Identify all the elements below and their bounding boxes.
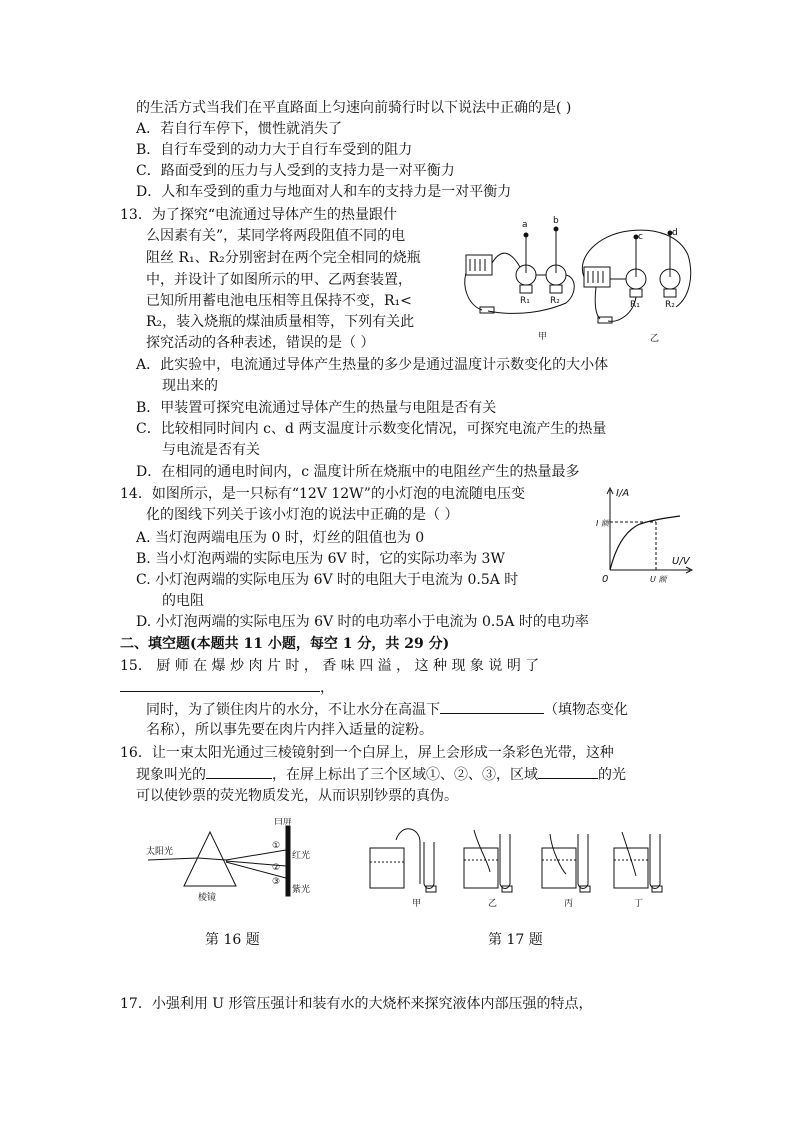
q16-line2: [136, 764, 626, 785]
label-r2: R₂: [550, 296, 560, 306]
q17-line1: 17．小强利用 U 形管压强计和装有水的大烧杯来探究液体内部压强的特点，: [120, 996, 593, 1012]
q15-line3: [146, 699, 628, 720]
origin-label: 0: [602, 574, 609, 585]
fig17-caption: 第 17 题: [488, 932, 543, 948]
q13-stem-line: 阻丝 R₁、R₂分别密封在两个完全相同的烧瓶: [146, 250, 421, 266]
q14-stem-line: 14．如图所示，是一只标有“12V 12W”的小灯泡的电流随电压变: [120, 486, 525, 502]
q13-option-b: B．甲装置可探究电流通过导体产生的热量与电阻是否有关: [136, 400, 497, 416]
i-rated-label: I 额: [596, 519, 609, 528]
q13-option-c: C．比较相同时间内 c、d 两支温度计示数变化情况，可探究电流产生的热量: [136, 421, 607, 437]
white-screen-label: 白屏: [274, 818, 293, 827]
label-yi: 乙: [488, 899, 498, 909]
label-r2: R₂: [665, 300, 675, 310]
q13-stem-line: R₂，装入烧瓶的煤油质量相等，下列有关此: [146, 314, 415, 330]
zone-2-label: ②: [272, 863, 281, 873]
q16-line2-b: ，在屏上标出了三个区域①、②、③，区域: [272, 767, 538, 783]
q13-circuit-figure: [458, 215, 694, 345]
q12-option-d: D．人和车受到的重力与地面对人和车的支持力是一对平衡力: [136, 184, 512, 200]
q13-stem-line: 么因素有关”，某同学将两段阻值不同的电: [146, 228, 406, 244]
q15-line: 15． 厨 师 在 爆 炒 肉 片 时 ， 香 味 四 溢 ， 这 种 现 象 说 明 了: [120, 658, 540, 674]
fig16-caption: 第 16 题: [205, 932, 260, 948]
q16-line1: 16．让一束太阳光通过三棱镜射到一个白屏上，屏上会形成一条彩色光带，这种: [120, 745, 614, 761]
q16-line3: 可以使钞票的荧光物质发光，从而识别钞票的真伪。: [136, 788, 458, 804]
q13-option-c-cont: 与电流是否有关: [162, 442, 260, 458]
q16-line2-a: 现象叫光的: [136, 767, 206, 783]
section-2-heading: 二、填空题(本题共 11 小题，每空 1 分，共 29 分): [120, 636, 450, 652]
y-axis-label: I/A: [616, 488, 630, 499]
q13-stem-line: 探究活动的各种表述，错误的是（ ）: [146, 335, 375, 351]
q15-line4: 名称），所以事先要在肉片内拌入适量的淀粉。: [146, 722, 433, 738]
q12-option-b: B．自行车受到的动力大于自行车受到的阻力: [136, 142, 413, 158]
q13-stem-line: 中，并设计了如图所示的甲、乙两套装置，: [146, 272, 412, 288]
q15-line3-b: （填物态变化: [544, 702, 628, 718]
q14-option-d: D. 小灯泡两端的实际电压为 6V 时的电功率小于电流为 0.5A 时的电功率: [136, 614, 589, 630]
q14-stem-line: 化的图线下列关于该小灯泡的说法中正确的是（ ）: [146, 507, 459, 523]
q13-option-d: D．在相同的通电时间内，c 温度计所在烧瓶中的电阻丝产生的热量最多: [136, 464, 580, 480]
label-jia: 甲: [538, 332, 548, 342]
violet-light-label: 紫光: [292, 885, 311, 895]
sunlight-label: 太阳光: [146, 847, 174, 857]
q15-blank-2[interactable]: [440, 699, 544, 714]
label-jia: 甲: [412, 899, 422, 909]
prism-label: 棱镜: [198, 893, 217, 903]
fig17-pressure-diagram: [366, 812, 666, 912]
label-b: b: [553, 216, 559, 226]
label-a: a: [522, 220, 528, 230]
q16-line2-c: 的光: [598, 767, 626, 783]
q14-option-c: C. 小灯泡两端的实际电压为 6V 时的电阻大于电流为 0.5A 时: [136, 572, 519, 588]
u-rated-label: U 额: [650, 575, 667, 584]
q14-iu-graph: [596, 484, 696, 588]
q14-option-a: A. 当灯泡两端电压为 0 时，灯丝的阻值也为 0: [136, 530, 425, 546]
q15-line2: [120, 677, 334, 698]
label-r1: R₁: [630, 300, 640, 310]
q13-stem-line: 13．为了探究“电流通过导体产生的热量跟什: [120, 207, 397, 223]
zone-3-label: ③: [272, 877, 281, 887]
q15-line2-tail: ，: [320, 680, 334, 696]
q12-stem-tail: 的生活方式当我们在平直路面上匀速向前骑行时以下说法中正确的是( ): [136, 100, 572, 116]
q14-option-c-cont: 的电阻: [162, 593, 204, 609]
label-d: d: [672, 228, 678, 238]
fig16-prism-diagram: [146, 818, 326, 908]
q16-blank-1[interactable]: [206, 764, 272, 779]
red-light-label: 红光: [292, 851, 311, 861]
x-axis-label: U/V: [672, 556, 690, 567]
q15-blank-1[interactable]: [120, 677, 320, 692]
label-ding: 丁: [634, 899, 644, 909]
q13-option-a: A．此实验中，电流通过导体产生热量的多少是通过温度计示数变化的大小体: [136, 357, 609, 373]
label-c: c: [638, 232, 643, 242]
q12-option-a: A．若自行车停下，惯性就消失了: [136, 121, 343, 137]
q13-option-a-cont: 现出来的: [162, 378, 218, 394]
q14-option-b: B. 当小灯泡两端的实际电压为 6V 时，它的实际功率为 3W: [136, 551, 505, 567]
q16-blank-2[interactable]: [538, 764, 598, 779]
q13-stem-line: 已知所用蓄电池电压相等且保持不变，R₁<: [146, 293, 412, 309]
zone-1-label: ①: [272, 841, 281, 851]
label-yi: 乙: [650, 334, 660, 344]
q12-option-c: C．路面受到的压力与人受到的支持力是一对平衡力: [136, 163, 455, 179]
label-bing: 丙: [564, 899, 574, 909]
label-r1: R₁: [520, 296, 530, 306]
q15-line3-a: 同时，为了锁住肉片的水分，不让水分在高温下: [146, 702, 440, 718]
